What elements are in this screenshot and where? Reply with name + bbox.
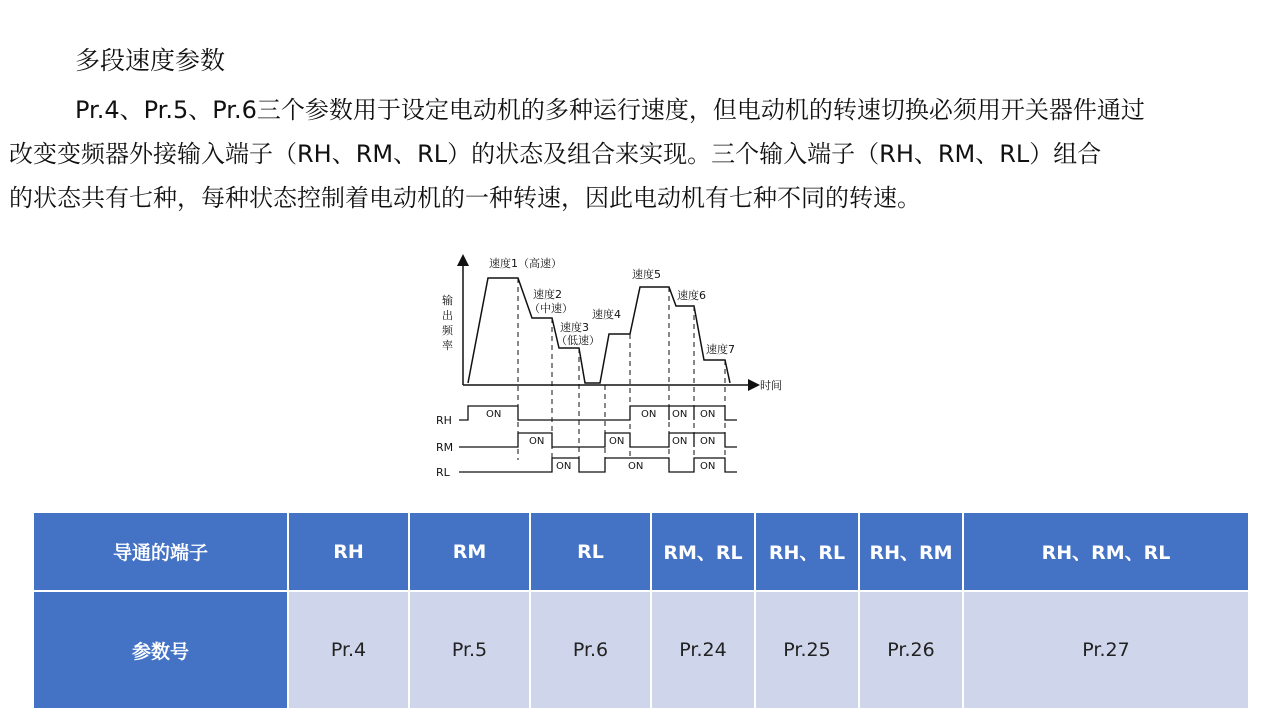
y-axis-label-char-2: 出 [442,309,453,322]
paragraph-line-1: Pr.4、Pr.5、Pr.6三个参数用于设定电动机的多种运行速度，但电动机的转速切换必须用开关器件通过 [75,96,1145,124]
rh-on-label-4: ON [700,409,716,420]
y-axis-label-char-4: 率 [442,339,453,352]
header-cell-rm: RM [409,512,530,591]
header-cell-terminals: 导通的端子 [33,512,288,591]
signal-rl-label: RL [436,466,450,479]
parameter-table [32,511,1250,710]
multi-speed-timing-diagram [432,250,802,485]
description-paragraph [9,88,1246,220]
cell-pr24: Pr.24 [651,591,755,709]
rh-on-label-2: ON [641,409,657,420]
header-cell-rh-rm: RH、RM [859,512,963,591]
speed-5-label: 速度5 [632,268,661,281]
table-row [33,591,1249,709]
rm-on-label-3: ON [672,436,688,447]
speed-4-label: 速度4 [592,308,621,321]
rl-signal-trace [459,458,737,472]
rl-on-label-3: ON [700,461,716,472]
header-cell-rh-rm-rl: RH、RM、RL [963,512,1249,591]
rl-on-label-2: ON [628,461,644,472]
cell-pr6: Pr.6 [530,591,651,709]
speed-2-label-line-1: 速度2 [533,288,562,301]
rh-on-label-1: ON [486,409,502,420]
rm-on-label-1: ON [529,436,545,447]
header-cell-rh: RH [288,512,409,591]
cell-pr26: Pr.26 [859,591,963,709]
x-axis-label: 时间 [760,379,782,392]
signal-rm-label: RM [436,441,454,454]
cell-pr27: Pr.27 [963,591,1249,709]
row-header-parameter: 参数号 [33,591,288,709]
rm-on-label-4: ON [700,436,716,447]
speed-2-label-line-2: （中速） [529,302,573,315]
y-axis-label-char-3: 频 [442,324,453,337]
speed-3-label-line-2: （低速） [556,334,600,347]
rh-on-label-3: ON [672,409,688,420]
header-cell-rh-rl: RH、RL [755,512,859,591]
rl-on-label-1: ON [556,461,572,472]
speed-1-label: 速度1（高速） [489,257,562,270]
section-heading: 多段速度参数 [75,46,226,75]
cell-pr4: Pr.4 [288,591,409,709]
cell-pr25: Pr.25 [755,591,859,709]
speed-7-label: 速度7 [706,343,735,356]
rm-signal-trace [459,433,737,447]
rm-on-label-2: ON [609,436,625,447]
signal-rh-label: RH [436,414,452,427]
header-cell-rm-rl: RM、RL [651,512,755,591]
paragraph-line-3: 的状态共有七种，每种状态控制着电动机的一种转速，因此电动机有七种不同的转速。 [9,184,921,212]
header-cell-rl: RL [530,512,651,591]
speed-3-label-line-1: 速度3 [560,321,589,334]
speed-6-label: 速度6 [677,289,706,302]
paragraph-line-2: 改变变频器外接输入端子（RH、RM、RL）的状态及组合来实现。三个输入端子（RH、RM、RL）组合 [9,140,1102,168]
table-header-row [33,512,1249,591]
cell-pr5: Pr.5 [409,591,530,709]
y-axis-label-char-1: 输 [442,294,453,307]
